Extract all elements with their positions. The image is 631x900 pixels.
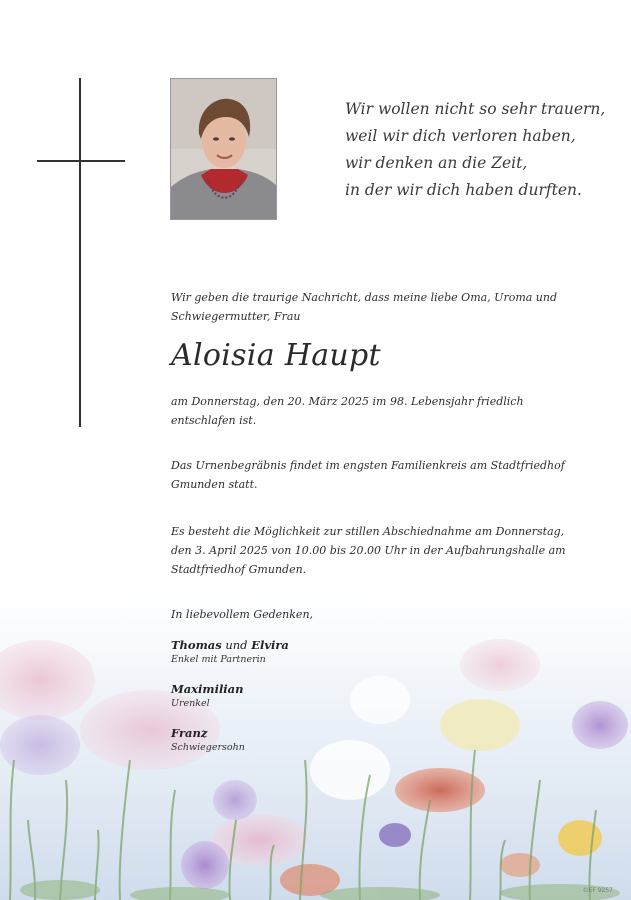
cross-horizontal-bar xyxy=(37,160,125,162)
mourner-first-name: Maximilian xyxy=(171,682,244,696)
mourner-first-name: Franz xyxy=(171,726,208,740)
mourner-entry xyxy=(171,637,289,666)
poem-line: Wir wollen nicht so sehr trauern, xyxy=(345,100,606,118)
portrait-image xyxy=(171,79,277,220)
mourner-role: Enkel mit Partnerin xyxy=(171,654,266,665)
mourner-second-name: Elvira xyxy=(251,638,289,652)
mourner-role: Urenkel xyxy=(171,698,210,709)
poem-line: in der wir dich haben durften. xyxy=(345,181,582,199)
cross-vertical-bar xyxy=(79,78,81,427)
portrait-photo xyxy=(170,78,277,220)
urn-burial-text: Das Urnenbegräbnis findet im engsten Familienkreis am Stadtfriedhof Gmunden statt. xyxy=(171,459,565,491)
poem-line: wir denken an die Zeit, xyxy=(345,154,528,172)
poem-line: weil wir dich verloren haben, xyxy=(345,127,576,145)
print-code: ©EF 9257 xyxy=(582,887,613,894)
mourner-conjunction: und xyxy=(225,638,248,652)
mourner-name xyxy=(171,681,244,697)
mourner-name xyxy=(171,637,289,653)
mourner-entry xyxy=(171,681,244,710)
mourner-role: Schwiegersohn xyxy=(171,742,245,753)
announcement-intro: Wir geben die traurige Nachricht, dass meine liebe Oma, Uroma und Schwiegermutter, Frau xyxy=(171,291,558,323)
deceased-name: Aloisia Haupt xyxy=(171,338,381,373)
mourner-entry xyxy=(171,725,245,754)
closing-phrase: In liebevollem Gedenken, xyxy=(171,608,314,621)
mourner-name xyxy=(171,725,245,741)
death-date-text: am Donnerstag, den 20. März 2025 im 98. Lebensjahr friedlich entschlafen ist. xyxy=(171,395,524,427)
memorial-poem xyxy=(345,96,615,204)
mourner-first-name: Thomas xyxy=(171,638,222,652)
farewell-viewing-text: Es besteht die Möglichkeit zur stillen Abschiednahme am Donnerstag, den 3. April 2025 von 10.00 bis 20.00 Uhr in der Aufbahrungshalle am Stadtfriedhof Gmunden. xyxy=(171,525,566,576)
